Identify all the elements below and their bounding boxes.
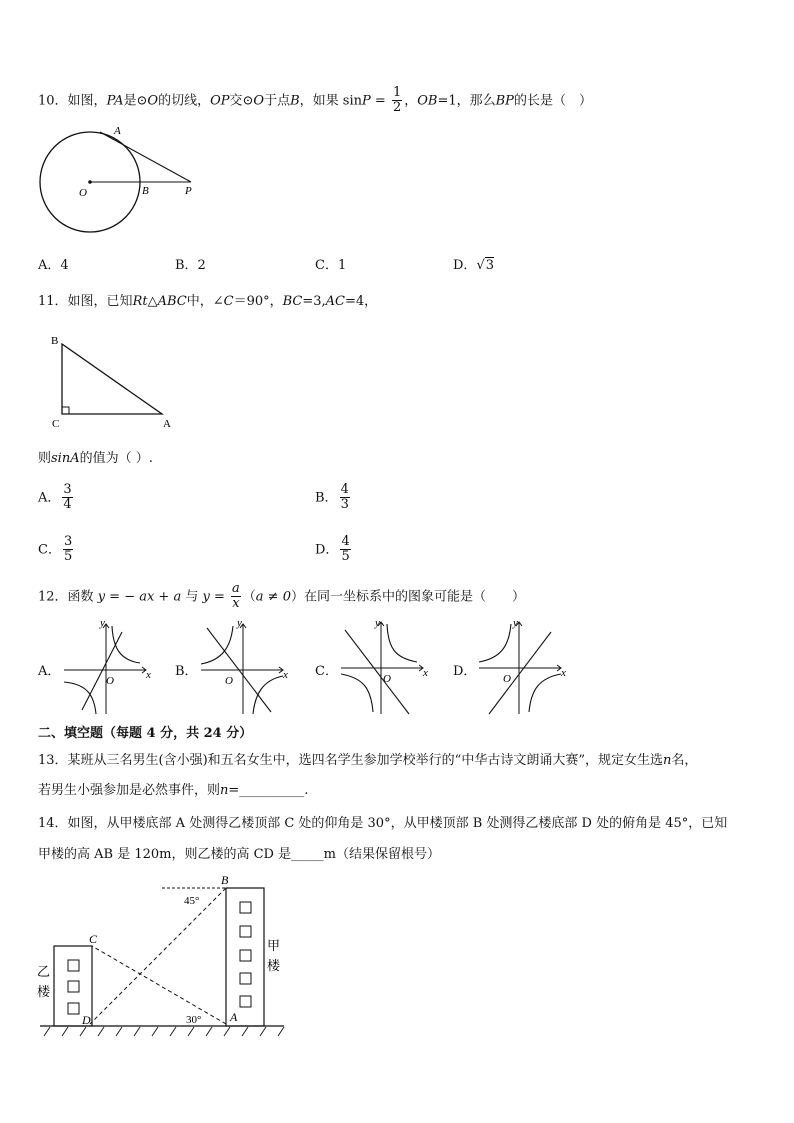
q10-stem: 10．如图，PA是⊙O的切线，OP交⊙O于点B，如果 sinP = $\frac{1}{2}$ ，OB=1，那么BP的长是（ ）: [38, 85, 592, 116]
sight-b-to-d: [90, 888, 226, 1024]
svg-text:乙: 乙: [37, 964, 51, 979]
sight-a-to-c: [92, 946, 226, 1024]
svg-text:O: O: [383, 673, 391, 685]
q11-figure: [44, 330, 184, 432]
q10-option-b[interactable]: B．2: [175, 258, 206, 273]
ground-hatch: [44, 1027, 284, 1036]
graph-a: [60, 618, 158, 718]
label-a: A: [114, 125, 121, 137]
svg-text:A: A: [230, 1010, 238, 1024]
q11-option-c[interactable]: C． $\frac{3}{5}$: [38, 534, 73, 565]
svg-text:C: C: [89, 932, 98, 946]
q14-line2: 甲楼的高 AB 是 120m，则乙楼的高 CD 是_____m（结果保留根号）: [38, 847, 440, 862]
q13-line2: 若男生小强参加是必然事件，则n=__________.: [38, 783, 309, 798]
tangent-pa: [100, 132, 191, 182]
q10-figure: [34, 124, 204, 234]
label-b: B: [51, 335, 59, 347]
label-p: P: [185, 185, 192, 197]
q11-ask: 则sinA的值为（ ）.: [38, 451, 153, 466]
svg-text:x: x: [283, 669, 288, 681]
label-c: C: [52, 418, 60, 430]
section-title: 二、填空题（每题 4 分，共 24 分）: [38, 726, 253, 741]
svg-text:楼: 楼: [267, 958, 281, 973]
svg-text:O: O: [225, 675, 233, 687]
q12-option-b[interactable]: B． x y O: [175, 618, 295, 718]
sinp-fraction: $\frac{1}{2}$: [392, 85, 402, 116]
building-jia: [226, 888, 264, 1026]
svg-text:D: D: [82, 1013, 91, 1027]
q10-option-c[interactable]: C．1: [315, 258, 347, 273]
svg-text:y: y: [237, 618, 242, 629]
svg-text:楼: 楼: [37, 984, 51, 999]
graph-c: [337, 618, 435, 718]
svg-text:x: x: [561, 667, 566, 679]
center-dot: [88, 180, 92, 184]
svg-text:x: x: [146, 669, 151, 681]
q12-option-a[interactable]: A． x y O: [38, 618, 158, 718]
svg-text:y: y: [513, 618, 518, 629]
q12-option-d[interactable]: D． x y O: [453, 618, 573, 718]
q11-option-b[interactable]: B． $\frac{4}{3}$: [315, 482, 349, 513]
label-b: B: [142, 185, 149, 197]
q12-option-c[interactable]: C． x y O: [315, 618, 435, 718]
svg-text:y: y: [375, 618, 380, 629]
right-angle-mark: [62, 407, 69, 414]
svg-text:30°: 30°: [186, 1014, 202, 1026]
q14-line1: 14．如图，从甲楼底部 A 处测得乙楼顶部 C 处的仰角是 30°，从甲楼顶部 B 处测得乙楼底部 D 处的俯角是 45°，已知: [38, 816, 728, 831]
svg-text:O: O: [503, 673, 511, 685]
svg-text:甲: 甲: [267, 938, 281, 953]
triangle-abc: [62, 344, 162, 414]
label-o: O: [79, 187, 87, 199]
q12-stem: 12．函数 y = − ax + a 与 y = $\frac{a}{x}$ （a ≠ 0）在同一坐标系中的图象可能是（ ）: [38, 581, 525, 612]
svg-text:45°: 45°: [184, 895, 200, 907]
q10-option-d[interactable]: D．√3: [453, 258, 495, 273]
svg-text:y: y: [100, 618, 105, 629]
svg-text:B: B: [221, 873, 229, 887]
q11-stem: 11．如图，已知Rt△ABC中，∠C＝90°，BC=3,AC=4，: [38, 294, 378, 309]
graph-b: [197, 618, 295, 718]
q11-option-a[interactable]: A． $\frac{3}{4}$: [38, 482, 72, 513]
svg-text:x: x: [423, 667, 428, 679]
q11-option-d[interactable]: D． $\frac{4}{5}$: [315, 534, 350, 565]
q13-line1: 13．某班从三名男生(含小强)和五名女生中，选四名学生参加学校举行的“中华古诗文朗诵大赛”，规定女生选n名，: [38, 753, 698, 768]
graph-d: [475, 618, 573, 718]
svg-text:O: O: [106, 675, 114, 687]
q14-figure: [34, 870, 294, 1045]
q10-option-a[interactable]: A．4: [38, 258, 69, 273]
label-a: A: [163, 418, 171, 430]
